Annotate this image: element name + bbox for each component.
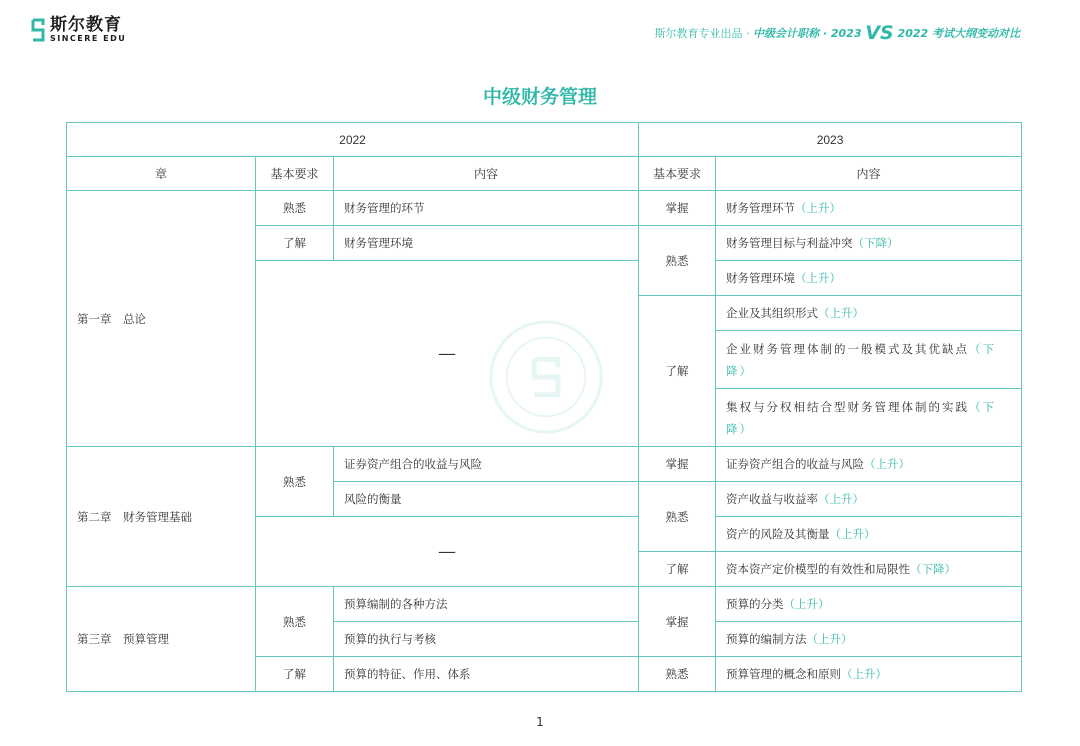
col-req-2023: 基本要求 xyxy=(639,157,716,191)
change-tag: （上升） xyxy=(795,271,842,285)
change-tag: （下降） xyxy=(726,399,997,436)
chapter-cell: 第二章 财务管理基础 xyxy=(67,447,256,587)
logo-sub: SINCERE EDU xyxy=(50,34,127,43)
content-cell: 资产的风险及其衡量（上升） xyxy=(716,517,1022,552)
empty-dash-cell: — xyxy=(256,261,639,447)
change-tag: （上升） xyxy=(864,457,911,471)
content-cell: 证券资产组合的收益与风险（上升） xyxy=(716,447,1022,482)
req-cell: 了解 xyxy=(256,226,334,261)
content-cell: 企业财务管理体制的一般模式及其优缺点（下降） xyxy=(716,331,1022,389)
year-2022-header: 2022 xyxy=(67,123,639,157)
chapter-cell: 第一章 总论 xyxy=(67,191,256,447)
change-tag: （上升） xyxy=(818,492,865,506)
content-cell: 预算的执行与考核 xyxy=(334,622,639,657)
table-row xyxy=(67,587,1022,622)
col-chapter: 章 xyxy=(67,157,256,191)
req-cell: 熟悉 xyxy=(256,447,334,517)
change-tag: （下降） xyxy=(910,562,957,576)
content-cell: 预算编制的各种方法 xyxy=(334,587,639,622)
req-cell: 熟悉 xyxy=(639,482,716,552)
year-header-row xyxy=(67,123,1022,157)
req-cell: 掌握 xyxy=(639,191,716,226)
header-vs: VS xyxy=(865,22,894,44)
header-part3: 2022 考试大纲变动对比 xyxy=(893,27,1020,40)
change-tag: （下降） xyxy=(726,341,997,378)
req-cell: 掌握 xyxy=(639,587,716,657)
req-cell: 熟悉 xyxy=(639,657,716,692)
change-tag: （上升） xyxy=(829,527,876,541)
header-part1: 斯尔教育专业出品 · xyxy=(654,27,754,40)
content-cell: 预算的分类（上升） xyxy=(716,587,1022,622)
req-cell: 了解 xyxy=(256,657,334,692)
header-caption xyxy=(655,22,1020,44)
logo-mark-icon xyxy=(30,17,46,43)
syllabus-comparison-table xyxy=(66,122,1022,692)
req-cell: 掌握 xyxy=(639,447,716,482)
page-title: 中级财务管理 xyxy=(482,86,597,108)
req-cell: 熟悉 xyxy=(256,191,334,226)
content-cell: 财务管理目标与利益冲突（下降） xyxy=(716,226,1022,261)
req-cell: 了解 xyxy=(639,552,716,587)
content-cell: 资本资产定价模型的有效性和局限性（下降） xyxy=(716,552,1022,587)
header-part2: 中级会计职称 · 2023 xyxy=(753,27,866,40)
req-cell: 了解 xyxy=(639,296,716,447)
change-tag: （上升） xyxy=(806,632,853,646)
content-cell: 财务管理环境（上升） xyxy=(716,261,1022,296)
change-tag: （上升） xyxy=(841,667,888,681)
content-cell: 预算管理的概念和原则（上升） xyxy=(716,657,1022,692)
change-tag: （下降） xyxy=(852,236,899,250)
chapter-cell: 第三章 预算管理 xyxy=(67,587,256,692)
content-cell: 财务管理环境 xyxy=(334,226,639,261)
change-tag: （上升） xyxy=(795,201,842,215)
content-cell: 预算的特征、作用、体系 xyxy=(334,657,639,692)
req-cell: 熟悉 xyxy=(256,587,334,657)
content-cell: 企业及其组织形式（上升） xyxy=(716,296,1022,331)
year-2023-header: 2023 xyxy=(639,123,1022,157)
content-cell: 证券资产组合的收益与风险 xyxy=(334,447,639,482)
col-content-2022: 内容 xyxy=(334,157,639,191)
logo-brand: 斯尔教育 xyxy=(50,15,122,35)
content-cell: 风险的衡量 xyxy=(334,482,639,517)
req-cell: 熟悉 xyxy=(639,226,716,296)
table-row xyxy=(67,191,1022,226)
page-number: 1 xyxy=(536,715,544,729)
brand-logo xyxy=(30,16,126,43)
col-content-2023: 内容 xyxy=(716,157,1022,191)
col-req-2022: 基本要求 xyxy=(256,157,334,191)
content-cell: 预算的编制方法（上升） xyxy=(716,622,1022,657)
content-cell: 资产收益与收益率（上升） xyxy=(716,482,1022,517)
content-cell: 财务管理的环节 xyxy=(334,191,639,226)
table-row xyxy=(67,447,1022,482)
content-cell: 集权与分权相结合型财务管理体制的实践（下降） xyxy=(716,389,1022,447)
column-header-row xyxy=(67,157,1022,191)
change-tag: （上升） xyxy=(783,597,830,611)
content-cell: 财务管理环节（上升） xyxy=(716,191,1022,226)
change-tag: （上升） xyxy=(818,306,865,320)
empty-dash-cell: — xyxy=(256,517,639,587)
